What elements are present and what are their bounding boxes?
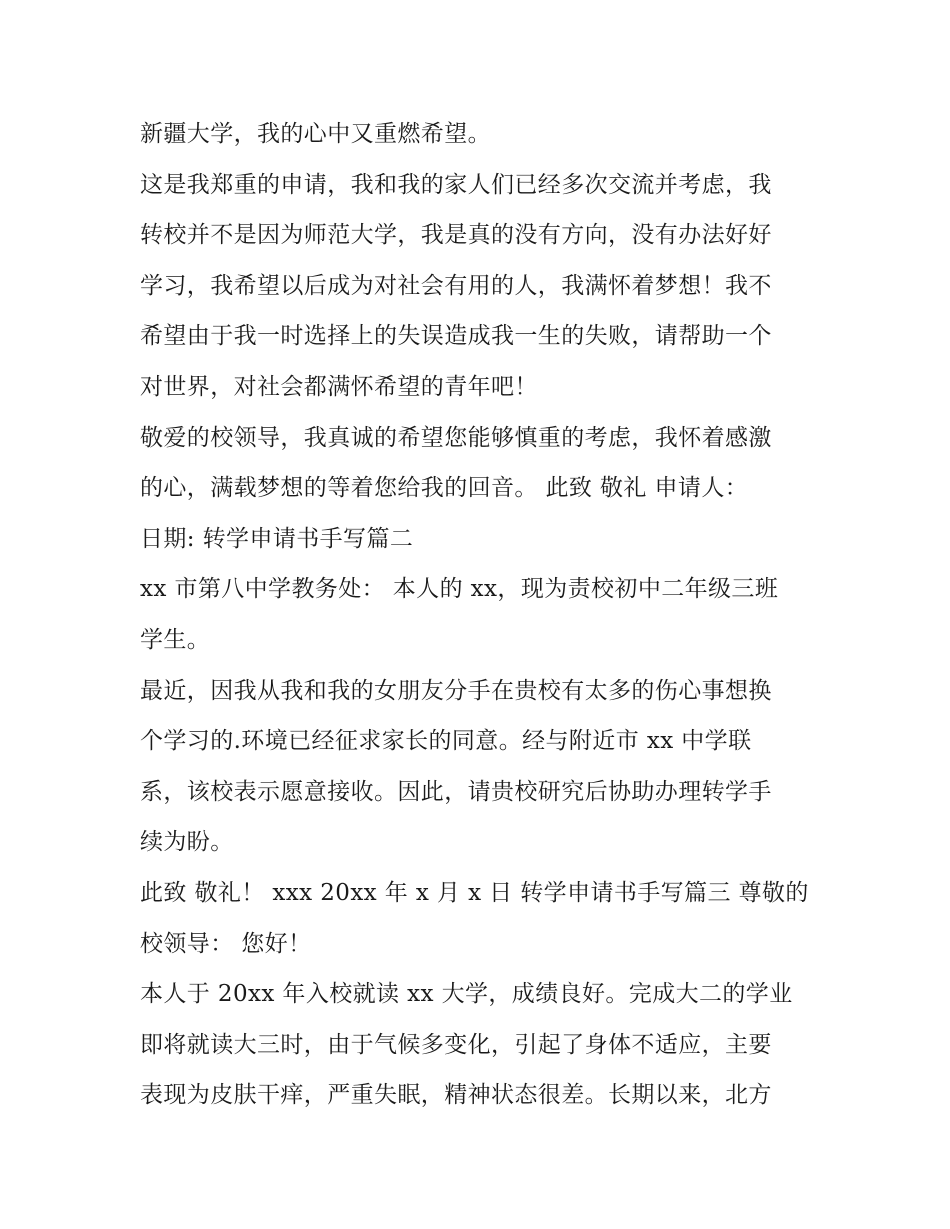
text-line: 个学习的.环境已经征求家长的同意。经与附近市 xx 中学联 [140, 728, 752, 755]
text-line: 学习，我希望以后成为对社会有用的人，我满怀着梦想！我不 [140, 272, 772, 299]
text-line: 表现为皮肤干痒，严重失眠，精神状态很差。长期以来，北方 [140, 1082, 772, 1109]
document-body [140, 109, 830, 1121]
text-line: 转校并不是因为师范大学，我是真的没有方向，没有办法好好 [140, 222, 772, 249]
text-line: 校领导： 您好！ [140, 930, 312, 957]
text-line: 此致 敬礼！ xxx 20xx 年 x 月 x 日 转学申请书手写篇三 尊敬的 [140, 879, 809, 906]
text-line: 希望由于我一时选择上的失误造成我一生的失败，请帮助一个 [140, 323, 772, 350]
text-line: 日期: 转学申请书手写篇二 [140, 525, 414, 552]
text-line: 本人于 20xx 年入校就读 xx 大学，成绩良好。完成大二的学业 [140, 981, 793, 1008]
text-line: 这是我郑重的申请，我和我的家人们已经多次交流并考虑，我 [140, 171, 772, 198]
text-line: 即将就读大三时，由于气候多变化，引起了身体不适应，主要 [140, 1031, 772, 1058]
text-line: xx 市第八中学教务处： 本人的 xx，现为责校初中二年级三班 [140, 576, 779, 603]
text-line: 的心，满载梦想的等着您给我的回音。 此致 敬礼 申请人： [140, 475, 749, 502]
text-line: 对世界，对社会都满怀希望的青年吧！ [140, 373, 538, 400]
text-line: 最近，因我从我和我的女朋友分手在贵校有太多的伤心事想换 [140, 677, 772, 704]
text-line: 敬爱的校领导，我真诚的希望您能够慎重的考虑，我怀着感激 [140, 424, 772, 451]
text-line: 系，该校表示愿意接收。因此，请贵校研究后协助办理转学手 [140, 778, 772, 805]
text-line: 新疆大学，我的心中又重燃希望。 [140, 121, 491, 147]
text-line: 学生。 [140, 626, 211, 653]
text-line: 续为盼。 [140, 829, 234, 856]
